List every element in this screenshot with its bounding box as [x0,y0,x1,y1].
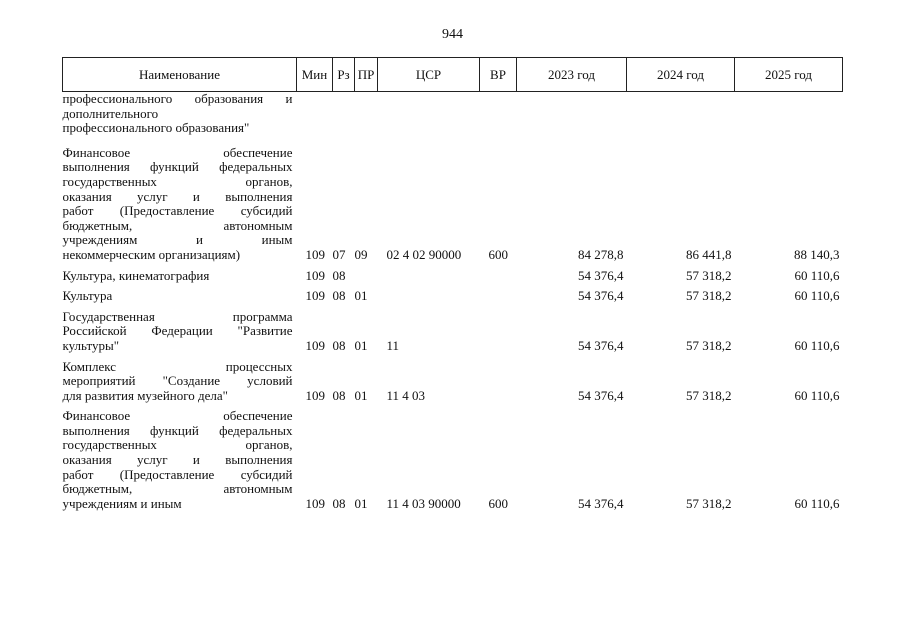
name-line: Финансовое обеспечение [62,408,293,424]
header-rz: Рз [333,58,355,92]
cell-min [297,92,333,146]
cell-csr: 02 4 02 90000 [386,246,462,262]
name-line: профессионального образования и [62,91,293,106]
cell-rz [333,92,355,146]
cell-name [63,92,297,146]
name-line: учреждениям и иным [62,495,182,511]
cell-pr: 01 [354,288,368,304]
name-line: Культура [62,288,113,304]
table-row [63,146,843,269]
name-line: Финансовое обеспечение [62,144,293,160]
cell-rz: 08 [332,387,346,403]
cell-min: 109 [305,288,325,304]
cell-2023 [517,92,627,146]
name-line: Российской Федерации "Развитие [62,323,293,339]
cell-rz: 08 [332,288,346,304]
cell-2024: 86 441,8 [686,246,732,262]
cell-vr [480,289,517,310]
budget-table [62,57,843,517]
cell-csr [378,269,480,290]
cell-2024: 57 318,2 [686,337,732,353]
cell-pr: 01 [354,337,368,353]
cell-2023: 54 376,4 [578,337,624,353]
cell-2024: 57 318,2 [686,495,732,511]
cell-2025: 60 110,6 [794,387,840,403]
name-line: учреждениям и иным [62,232,293,248]
name-line: культуры" [62,337,120,353]
cell-vr: 600 [488,495,508,511]
table-row [63,409,843,517]
name-line: оказания услуг и выполнения [62,188,293,204]
header-name: Наименование [63,58,297,92]
cell-2024: 57 318,2 [686,387,732,403]
cell-csr: 11 4 03 [386,387,426,403]
cell-csr [378,92,480,146]
cell-min: 109 [305,246,325,262]
cell-rz: 08 [332,495,346,511]
cell-2025: 60 110,6 [794,267,840,283]
name-line: Культура, кинематография [62,267,210,283]
cell-2025: 88 140,3 [794,246,840,262]
header-csr: ЦСР [378,58,480,92]
name-line: государственных органов, [62,437,293,453]
cell-pr: 09 [354,246,368,262]
cell-csr: 11 [386,337,400,353]
name-line: Комплекс процессных [62,358,293,374]
table-row [63,310,843,360]
name-line: работ (Предоставление субсидий [62,203,293,219]
name-line: некоммерческим организациям) [62,246,241,262]
header-min: Мин [297,58,333,92]
header-vr: ВР [480,58,517,92]
name-line: выполнения функций федеральных [62,422,293,438]
cell-2024 [627,92,735,146]
cell-pr: 01 [354,387,368,403]
cell-vr [480,92,517,146]
cell-name [63,146,297,269]
name-line: работ (Предоставление субсидий [62,466,293,482]
cell-name [63,310,297,360]
header-2024: 2024 год [627,58,735,92]
cell-name [63,360,297,410]
cell-rz: 07 [332,246,346,262]
cell-2024: 57 318,2 [686,288,732,304]
cell-2023: 54 376,4 [578,387,624,403]
cell-vr: 600 [488,246,508,262]
cell-vr [480,360,517,410]
name-line: оказания услуг и выполнения [62,452,293,468]
header-2023: 2023 год [517,58,627,92]
cell-2023: 84 278,8 [578,246,624,262]
table-body [63,92,843,518]
cell-2024: 57 318,2 [686,267,732,283]
table-row [63,289,843,310]
cell-min: 109 [305,387,325,403]
cell-2025 [735,92,843,146]
cell-vr [480,269,517,290]
cell-2025: 60 110,6 [794,495,840,511]
name-line: бюджетным, автономным [62,481,293,497]
table-header-row [63,58,843,92]
cell-2023: 54 376,4 [578,495,624,511]
name-line: профессионального образования" [62,120,250,136]
name-line: бюджетным, автономным [62,217,293,233]
cell-pr [355,269,378,290]
cell-vr [480,310,517,360]
cell-2023: 54 376,4 [578,288,624,304]
cell-rz: 08 [332,267,346,283]
page-number: 944 [442,27,463,42]
table-row [63,92,843,146]
table-row [63,360,843,410]
cell-name [63,289,297,310]
cell-csr [378,289,480,310]
header-2025: 2025 год [735,58,843,92]
name-line: мероприятий "Создание условий [62,373,293,389]
cell-min: 109 [305,337,325,353]
table-row [63,269,843,290]
name-line: для развития музейного дела" [62,387,228,403]
cell-2025: 60 110,6 [794,288,840,304]
cell-min: 109 [305,267,325,283]
cell-2023: 54 376,4 [578,267,624,283]
name-line: Государственная программа [62,308,293,324]
name-line: дополнительного [62,105,159,121]
cell-name [63,409,297,517]
cell-rz: 08 [332,337,346,353]
cell-2025: 60 110,6 [794,337,840,353]
cell-csr: 11 4 03 90000 [386,495,461,511]
name-line: государственных органов, [62,173,293,189]
name-line: выполнения функций федеральных [62,159,293,175]
cell-min: 109 [305,495,325,511]
header-pr: ПР [355,58,378,92]
cell-pr [355,92,378,146]
cell-name [63,269,297,290]
cell-pr: 01 [354,495,368,511]
